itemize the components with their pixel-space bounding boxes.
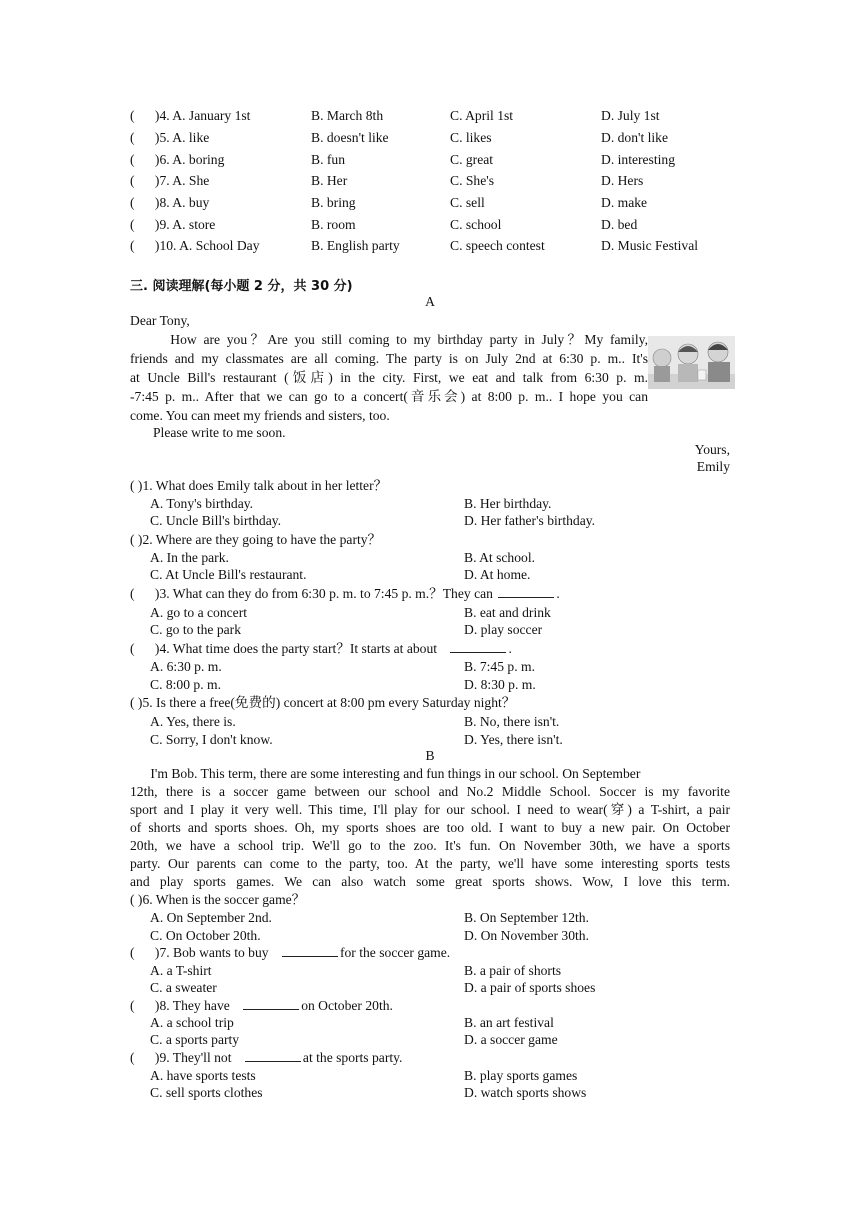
passage-line: How are you？Are you still coming to my birthday party in July？My family, bbox=[130, 332, 648, 347]
question-text-end: for the soccer game. bbox=[339, 945, 451, 960]
question bbox=[130, 640, 512, 658]
option-d: D. 8:30 p. m. bbox=[464, 677, 536, 692]
section-heading: 三. 阅读理解(每小题 2 分，共 30 分) bbox=[130, 279, 353, 294]
answer-blank bbox=[450, 641, 506, 653]
option-d: D. a soccer game bbox=[464, 1032, 558, 1047]
question: ( )1. What does Emily talk about in her letter？ bbox=[130, 478, 388, 493]
passage-line: come. You can meet my friends and sisters, too. bbox=[130, 408, 390, 423]
question-text-end: . bbox=[508, 641, 512, 656]
option-a: A. have sports tests bbox=[150, 1068, 256, 1083]
option-a: A. In the park. bbox=[150, 550, 229, 565]
option-b: B. 7:45 p. m. bbox=[464, 659, 535, 674]
option-b: B. eat and drink bbox=[464, 605, 551, 620]
question-text-end: on October 20th. bbox=[301, 998, 393, 1013]
option-d: D. July 1st bbox=[601, 108, 660, 123]
question: ( )2. Where are they going to have the party？ bbox=[130, 532, 382, 547]
option-c: C. speech contest bbox=[450, 238, 545, 253]
question bbox=[130, 944, 450, 962]
cloze-question: ( )5. A. like bbox=[130, 130, 210, 145]
question-text-end: . bbox=[556, 586, 560, 601]
option-a: A. On September 2nd. bbox=[150, 910, 272, 925]
option-a: A. 6:30 p. m. bbox=[150, 659, 222, 674]
option-c: C. go to the park bbox=[150, 622, 241, 637]
question: ( )5. Is there a free(免费的) concert at 8:00 pm every Saturday night？ bbox=[130, 695, 516, 710]
question-text: ( )7. Bob wants to buy bbox=[130, 945, 272, 960]
option-a: A. Tony's birthday. bbox=[150, 496, 254, 511]
passage-line: of shorts and sports shoes. Oh, my sports shoes are too old. I want to buy a new pair. On October bbox=[130, 820, 730, 835]
option-c: C. On October 20th. bbox=[150, 928, 261, 943]
letter-closing: Yours, bbox=[694, 442, 730, 457]
passage-a-body bbox=[130, 330, 648, 425]
option-c: C. sell bbox=[450, 195, 485, 210]
option-c: C. April 1st bbox=[450, 108, 514, 123]
option-d: D. Music Festival bbox=[601, 238, 699, 253]
question bbox=[130, 997, 393, 1015]
question-text: ( )8. They have bbox=[130, 998, 234, 1013]
option-d: D. watch sports shows bbox=[464, 1085, 587, 1100]
option-b: B. Her bbox=[311, 173, 348, 188]
option-d: D. interesting bbox=[601, 152, 675, 167]
option-b: B. English party bbox=[311, 238, 400, 253]
option-c: C. sell sports clothes bbox=[150, 1085, 263, 1100]
passage-b-label: B bbox=[425, 748, 435, 763]
option-a: A. a school trip bbox=[150, 1015, 234, 1030]
option-c: C. Uncle Bill's birthday. bbox=[150, 513, 282, 528]
cloze-question: ( )6. A. boring bbox=[130, 152, 225, 167]
letter-greeting: Dear Tony, bbox=[130, 313, 190, 328]
cloze-question: ( )7. A. She bbox=[130, 173, 210, 188]
option-d: D. Hers bbox=[601, 173, 644, 188]
option-c: C. a sports party bbox=[150, 1032, 240, 1047]
answer-blank bbox=[245, 1050, 301, 1062]
passage-line: I'm Bob. This term, there are some interesting and fun things in our school. On September bbox=[130, 766, 641, 781]
option-b: B. an art festival bbox=[464, 1015, 554, 1030]
option-b: B. fun bbox=[311, 152, 345, 167]
passage-line: 20th, we have a school trip. We'll go to the zoo. It's fun. On November 30th, we have a sports bbox=[130, 838, 730, 853]
option-b: B. On September 12th. bbox=[464, 910, 589, 925]
question-text-end: at the sports party. bbox=[302, 1050, 403, 1065]
option-c: C. great bbox=[450, 152, 494, 167]
option-a: A. Yes, there is. bbox=[150, 714, 236, 729]
option-b: B. doesn't like bbox=[311, 130, 389, 145]
passage-line: party. Our parents can come to the party, too. At the party, we'll have some interesting sports tests bbox=[130, 856, 730, 871]
question bbox=[130, 585, 560, 603]
passage-line: at Uncle Bill's restaurant (饭店) in the city. First, we eat and talk from 6:30 p. m. bbox=[130, 370, 648, 385]
option-a: A. a T-shirt bbox=[150, 963, 212, 978]
option-c: C. She's bbox=[450, 173, 494, 188]
option-d: D. play soccer bbox=[464, 622, 543, 637]
option-b: B. No, there isn't. bbox=[464, 714, 560, 729]
option-b: B. play sports games bbox=[464, 1068, 578, 1083]
option-d: D. make bbox=[601, 195, 648, 210]
passage-line: -7:45 p. m.. After that we can go to a concert(音乐会) at 8:00 p. m.. I hope you can bbox=[130, 389, 648, 404]
children-party-photo bbox=[648, 336, 735, 389]
option-b: B. At school. bbox=[464, 550, 535, 565]
letter-write-soon: Please write to me soon. bbox=[153, 425, 286, 440]
passage-line: 12th, there is a soccer game between our school and No.2 Middle School. Soccer is my favorite bbox=[130, 784, 730, 799]
option-d: D. Her father's birthday. bbox=[464, 513, 596, 528]
option-d: D. At home. bbox=[464, 567, 531, 582]
answer-blank bbox=[282, 945, 338, 957]
option-d: D. Yes, there isn't. bbox=[464, 732, 563, 747]
letter-signature: Emily bbox=[696, 459, 730, 474]
option-d: D. don't like bbox=[601, 130, 669, 145]
option-d: D. On November 30th. bbox=[464, 928, 589, 943]
cloze-question: ( )8. A. buy bbox=[130, 195, 210, 210]
passage-line: friends and my classmates are all coming. The party is on July 2nd at 6:30 p. m.. It's bbox=[130, 351, 648, 366]
answer-blank bbox=[498, 586, 554, 598]
passage-line: and play sports games. We can also watch some great sports shows. Wow, I love this term. bbox=[130, 874, 730, 889]
answer-blank bbox=[243, 998, 299, 1010]
option-d: D. a pair of sports shoes bbox=[464, 980, 596, 995]
passage-a-label: A bbox=[425, 294, 435, 309]
option-c: C. 8:00 p. m. bbox=[150, 677, 221, 692]
option-b: B. a pair of shorts bbox=[464, 963, 562, 978]
option-c: C. a sweater bbox=[150, 980, 217, 995]
cloze-question: ( )4. A. January 1st bbox=[130, 108, 251, 123]
cloze-question: ( )10. A. School Day bbox=[130, 238, 260, 253]
question-text: ( )9. They'll not bbox=[130, 1050, 235, 1065]
option-b: B. March 8th bbox=[311, 108, 384, 123]
question-text: ( )4. What time does the party start？It starts at about bbox=[130, 641, 441, 656]
option-c: C. Sorry, I don't know. bbox=[150, 732, 273, 747]
question-text: ( )3. What can they do from 6:30 p. m. to 7:45 p. m.？They can bbox=[130, 586, 497, 601]
question bbox=[130, 1049, 402, 1067]
option-c: C. At Uncle Bill's restaurant. bbox=[150, 567, 307, 582]
option-c: C. likes bbox=[450, 130, 492, 145]
option-b: B. Her birthday. bbox=[464, 496, 552, 511]
option-b: B. bring bbox=[311, 195, 356, 210]
passage-b-body bbox=[130, 765, 730, 891]
option-b: B. room bbox=[311, 217, 356, 232]
option-d: D. bed bbox=[601, 217, 638, 232]
question: ( )6. When is the soccer game？ bbox=[130, 892, 306, 907]
option-c: C. school bbox=[450, 217, 502, 232]
cloze-question: ( )9. A. store bbox=[130, 217, 216, 232]
option-a: A. go to a concert bbox=[150, 605, 248, 620]
passage-line: sport and I play it very well. This time, I'll play for our school. I need to wear(穿) a T-shirt, a pair bbox=[130, 802, 730, 817]
